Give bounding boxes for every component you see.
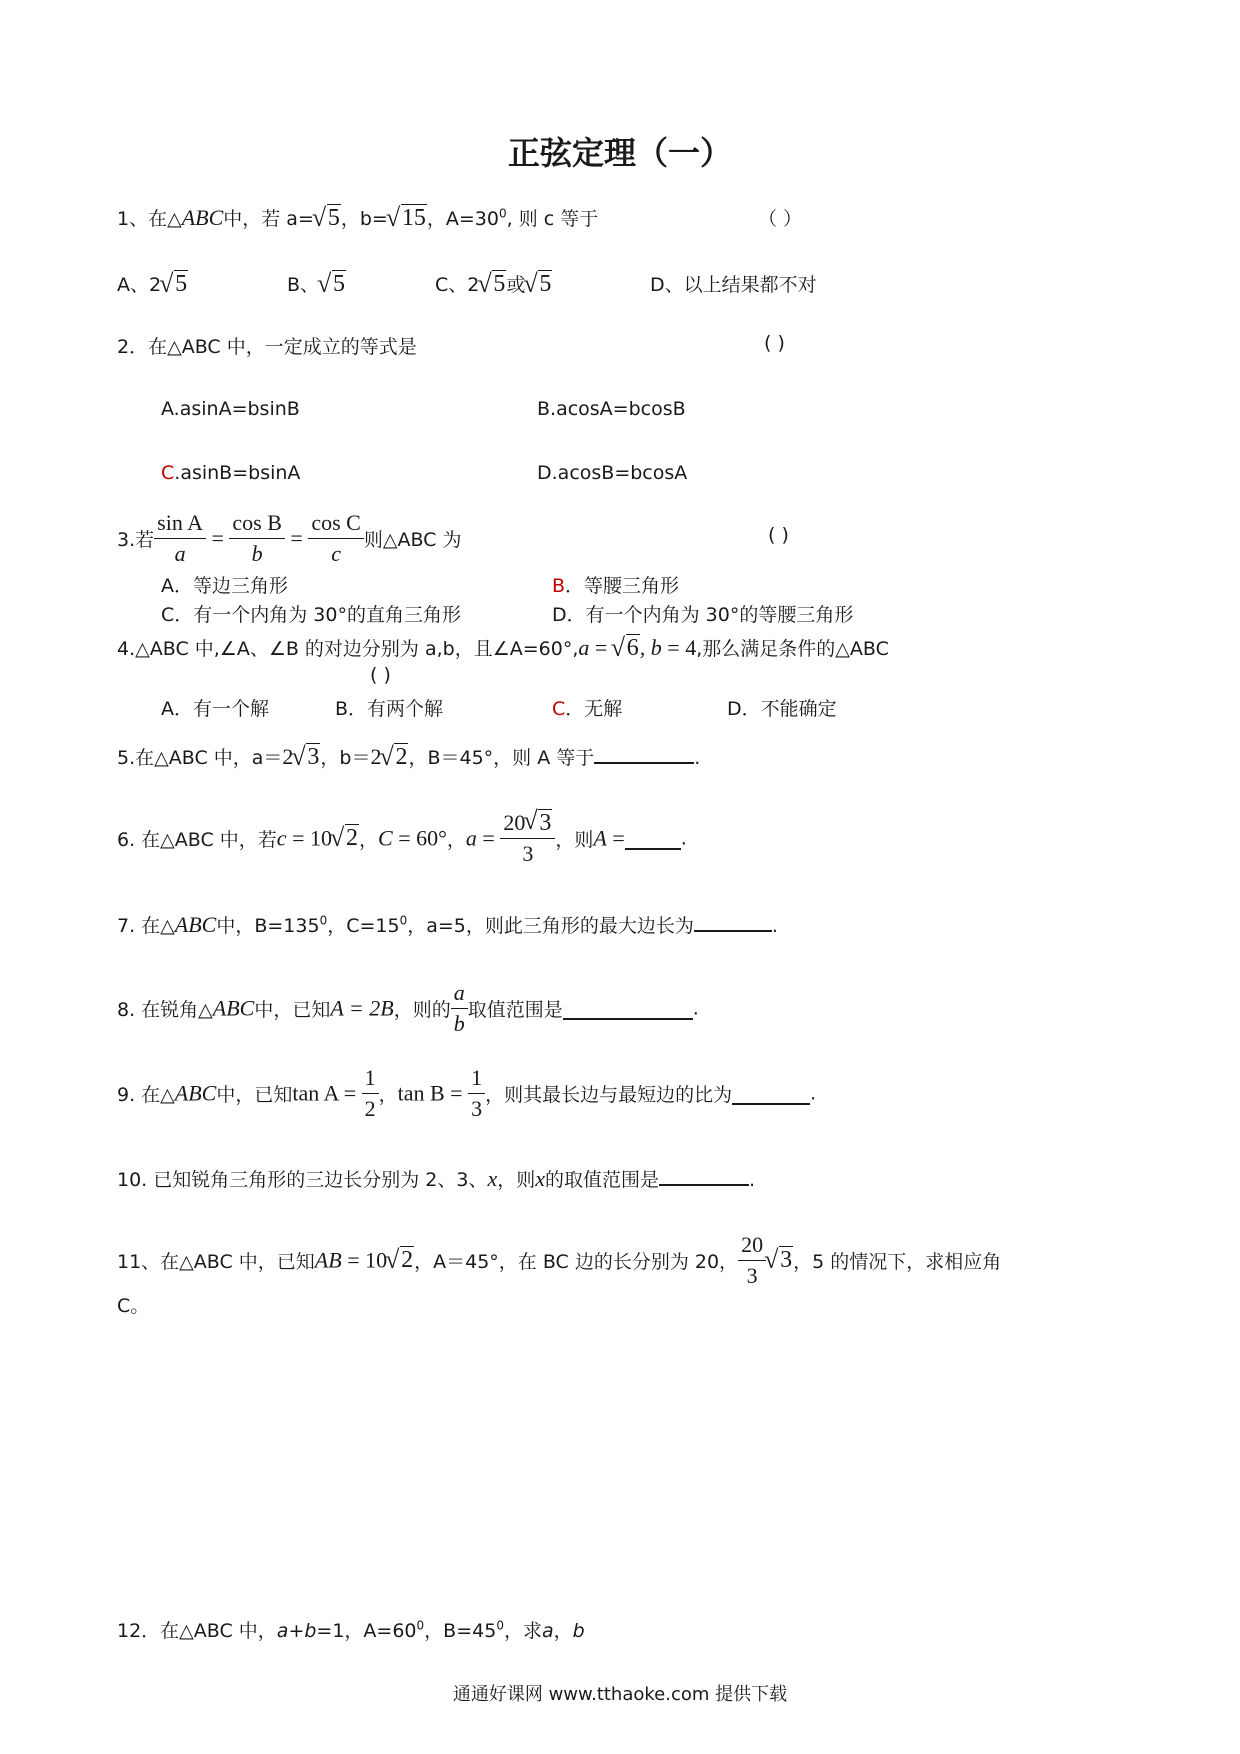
q3-paren: ( ) bbox=[768, 524, 789, 546]
q4-option-a: A．有一个解 bbox=[161, 698, 269, 720]
question-12: 12．在△ABC 中，a+b=1，$A=60^0$，$B=45^0$，求a，b bbox=[117, 1618, 585, 1642]
q3-option-d: D．有一个内角为 30°的等腰三角形 bbox=[552, 604, 854, 626]
q1-mid2: ，b= bbox=[340, 208, 388, 230]
q4-option-b: B．有两个解 bbox=[335, 698, 444, 720]
q2-stem: 2．在△ABC 中，一定成立的等式是 bbox=[117, 336, 417, 358]
q7-answer-blank bbox=[694, 910, 772, 932]
q3-fraction-3: $\frac{\text{cos C}}{c}$ bbox=[308, 508, 364, 569]
q1-abc: ABC bbox=[181, 205, 224, 230]
q1-b-sqrt: √ 15 bbox=[385, 203, 426, 232]
question-4: 4.△ABC 中,∠A、∠B 的对边分别为 a,b，且∠A=60°,a = √ 6, b = 4,那么满足条件的△ABC bbox=[117, 633, 889, 662]
question-8: 8. 在锐角△ABC中，已知A = 2B，则的 $\frac{a}{b}$ 取值范围是 . bbox=[117, 978, 699, 1039]
q1-a-sqrt: √ 5 bbox=[311, 203, 340, 232]
q3-tail: 则△ABC 为 bbox=[363, 529, 462, 551]
q1-paren: （ ） bbox=[758, 208, 803, 230]
q2-option-a: A.asinA=bsinB bbox=[161, 398, 300, 420]
q3-option-c: C．有一个内角为 30°的直角三角形 bbox=[161, 604, 461, 626]
q3-prefix: 3.若 bbox=[117, 529, 155, 551]
q3-option-a: A．等边三角形 bbox=[161, 575, 288, 597]
q1-degree: 0 bbox=[498, 206, 507, 221]
q1-option-b: B、 √ 5 bbox=[287, 269, 346, 298]
question-11: 11、在△ABC 中，已知AB = 10 √ 2，A＝45°，在 BC 边的长分别为 20， $\frac{20}{3}$ √ 3，5 的情况下，求相应角 bbox=[117, 1230, 1001, 1291]
q4-option-c: C．无解 bbox=[552, 698, 623, 720]
q6-answer-blank bbox=[625, 828, 681, 850]
q8-fraction: $\frac{a}{b}$ bbox=[451, 978, 468, 1039]
q1-option-d: D、以上结果都不对 bbox=[650, 274, 817, 296]
q2-option-b: B.acosA=bcosB bbox=[537, 398, 686, 420]
question-6: 6. 在△ABC 中，若c = 10 √ 2，C = 60°，a = 20 √ 3 3 ，则A = . bbox=[117, 808, 687, 869]
q2-option-c: C.asinB=bsinA bbox=[161, 462, 301, 484]
q1-prefix: 1、在△ bbox=[117, 208, 182, 230]
q1-option-c: C、2 √ 5或 √ 5 bbox=[435, 269, 552, 298]
page-title: 正弦定理（一） bbox=[507, 134, 732, 172]
q1-tail: , 则 c 等于 bbox=[506, 208, 599, 230]
q4-paren: ( ) bbox=[370, 664, 391, 686]
q1-option-a: A、2 √ 5 bbox=[117, 269, 188, 298]
footer: 通通好课网 www.tthaoke.com 提供下载 bbox=[452, 1684, 788, 1705]
q3-fraction-1: $\frac{\text{sin A}}{a}$ bbox=[154, 508, 206, 569]
q5-answer-blank bbox=[594, 742, 694, 764]
q2-paren: ( ) bbox=[764, 332, 785, 354]
q1-mid1: 中，若 a= bbox=[223, 208, 314, 230]
q3-fraction-2: $\frac{\text{cos B}}{b}$ bbox=[229, 508, 285, 569]
q8-answer-blank bbox=[563, 998, 693, 1020]
q9-fraction-2: $\frac{1}{3}$ bbox=[468, 1063, 485, 1124]
q9-fraction-1: $\frac{1}{2}$ bbox=[362, 1063, 379, 1124]
q11-line-2: C。 bbox=[117, 1295, 150, 1317]
q10-answer-blank bbox=[659, 1164, 749, 1186]
q1-mid3: ，A=30 bbox=[426, 208, 499, 230]
question-10: 10. 已知锐角三角形的三边长分别为 2、3、x，则x的取值范围是 . bbox=[117, 1166, 756, 1191]
q3-option-b: B．等腰三角形 bbox=[552, 575, 680, 597]
question-7: 7. 在△ABC中，$B=135^0$，$C=15^0$，a=5，则此三角形的最大边长为 . bbox=[117, 912, 778, 937]
q2-option-d: D.acosB=bcosA bbox=[537, 462, 688, 484]
question-9: 9. 在△ABC中，已知tan A = $\frac{1}{2}$ ，tan B = $\frac{1}{3}$ ，则其最长边与最短边的比为 . bbox=[117, 1063, 816, 1124]
q11-fraction: $\frac{20}{3}$ bbox=[738, 1230, 766, 1291]
q9-answer-blank bbox=[732, 1083, 810, 1105]
q6-fraction: 20 √ 3 3 bbox=[500, 808, 555, 869]
question-5: 5.在△ABC 中，a＝2 √ 3，b＝2 √ 2，B＝45°，则 A 等于 . bbox=[117, 742, 701, 771]
question-1 bbox=[117, 204, 598, 232]
q4-option-d: D．不能确定 bbox=[727, 698, 837, 720]
question-3: 3.若 $\frac{\text{sin A}}{a}$ = $\frac{\text{cos B}}{b}$ = $\frac{\text{cos C}}{c}$ 则△ABC 为 bbox=[117, 508, 461, 569]
